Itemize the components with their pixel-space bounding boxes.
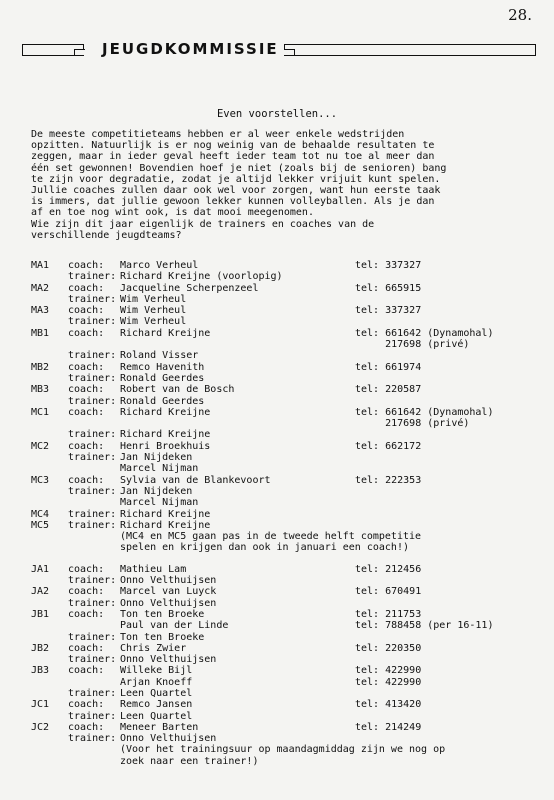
phone-number: tel: 222353 bbox=[355, 474, 422, 486]
role-label: coach: bbox=[68, 440, 105, 452]
team-row bbox=[31, 429, 551, 440]
team-row bbox=[31, 699, 551, 710]
team-code: JB2 bbox=[31, 642, 50, 654]
team-row bbox=[31, 609, 551, 620]
role-label: trainer: bbox=[68, 654, 117, 666]
phone-number: tel: 422990 bbox=[355, 665, 422, 677]
person-name: (MC4 en MC5 gaan pas in de tweede helft competitie bbox=[120, 531, 422, 543]
person-name: Jan Nijdeken bbox=[120, 452, 193, 464]
person-name: Leen Quartel bbox=[120, 687, 193, 699]
team-row bbox=[31, 486, 551, 497]
team-listing bbox=[31, 260, 551, 767]
team-code: MC3 bbox=[31, 474, 50, 486]
intro-line: Jullie coaches zullen daar ook wel voor zorgen, want hun eerste taak bbox=[31, 185, 441, 197]
person-name: Henri Broekhuis bbox=[120, 440, 211, 452]
team-code: JC2 bbox=[31, 721, 50, 733]
phone-number: tel: 661642 (Dynamohal) bbox=[355, 406, 494, 418]
team-code: MB3 bbox=[31, 384, 50, 396]
team-row bbox=[31, 575, 551, 586]
team-row bbox=[31, 598, 551, 609]
team-row bbox=[31, 305, 551, 316]
person-name: spelen en krijgen dan ook in januari een coach!) bbox=[120, 542, 409, 554]
person-name: Jan Nijdeken bbox=[120, 485, 193, 497]
page-number: 28. bbox=[508, 6, 532, 24]
person-name: Onno Velthuijsen bbox=[120, 597, 217, 609]
person-name: Ton ten Broeke bbox=[120, 608, 205, 620]
team-row bbox=[31, 271, 551, 282]
person-name: Robert van de Bosch bbox=[120, 384, 235, 396]
role-label: trainer: bbox=[68, 597, 117, 609]
role-label: trainer: bbox=[68, 519, 117, 531]
role-label: coach: bbox=[68, 665, 105, 677]
person-name: Arjan Knoeff bbox=[120, 676, 193, 688]
team-row bbox=[31, 339, 551, 350]
person-name: Onno Velthuijsen bbox=[120, 575, 217, 587]
role-label: coach: bbox=[68, 642, 105, 654]
team-row bbox=[31, 283, 551, 294]
header-rule-left bbox=[22, 44, 84, 56]
team-row bbox=[31, 756, 551, 767]
person-name: Ton ten Broeke bbox=[120, 631, 205, 643]
phone-number: 217698 (privé) bbox=[355, 418, 470, 430]
role-label: coach: bbox=[68, 361, 105, 373]
person-name: Richard Kreijne bbox=[120, 327, 211, 339]
team-code: JC1 bbox=[31, 699, 50, 711]
team-code: MC4 bbox=[31, 508, 50, 520]
person-name: Richard Kreijne bbox=[120, 429, 211, 441]
phone-number: tel: 220350 bbox=[355, 642, 422, 654]
person-name: Richard Kreijne bbox=[120, 508, 211, 520]
team-row bbox=[31, 260, 551, 271]
role-label: coach: bbox=[68, 406, 105, 418]
person-name: Meneer Barten bbox=[120, 721, 199, 733]
person-name: Marcel van Luyck bbox=[120, 586, 217, 598]
team-row bbox=[31, 520, 551, 531]
intro-line: één set gewonnen! Bovendien hoef je niet (zoals bij de senioren) bang bbox=[31, 162, 447, 174]
role-label: trainer: bbox=[68, 395, 117, 407]
person-name: Remco Havenith bbox=[120, 361, 205, 373]
team-row bbox=[31, 316, 551, 327]
person-name: zoek naar een trainer!) bbox=[120, 755, 259, 767]
role-label: trainer: bbox=[68, 293, 117, 305]
person-name: Wim Verheul bbox=[120, 305, 187, 317]
team-row bbox=[31, 362, 551, 373]
team-row bbox=[31, 711, 551, 722]
person-name: Leen Quartel bbox=[120, 710, 193, 722]
role-label: trainer: bbox=[68, 631, 117, 643]
person-name: Sylvia van de Blankevoort bbox=[120, 474, 271, 486]
intro-line: te zijn voor degradatie, zodat je altijd lekker vrijuit kunt spelen. bbox=[31, 173, 441, 185]
person-name: Marcel Nijman bbox=[120, 497, 199, 509]
team-code: MC5 bbox=[31, 519, 50, 531]
team-row bbox=[31, 654, 551, 665]
person-name: Ronald Geerdes bbox=[120, 372, 205, 384]
person-name: Paul van der Linde bbox=[120, 620, 229, 632]
role-label: trainer: bbox=[68, 710, 117, 722]
person-name: Marcel Nijman bbox=[120, 463, 199, 475]
team-row bbox=[31, 350, 551, 361]
team-row bbox=[31, 677, 551, 688]
role-label: trainer: bbox=[68, 687, 117, 699]
phone-number: tel: 670491 bbox=[355, 586, 422, 598]
team-row bbox=[31, 688, 551, 699]
role-label: coach: bbox=[68, 699, 105, 711]
team-code: MB1 bbox=[31, 327, 50, 339]
phone-number: tel: 661974 bbox=[355, 361, 422, 373]
section-title: JEUGDKOMMISSIE bbox=[102, 40, 279, 58]
role-label: trainer: bbox=[68, 485, 117, 497]
intro-line: af en toe nog wint ook, is dat mooi meegenomen. bbox=[31, 207, 314, 219]
role-label: trainer: bbox=[68, 452, 117, 464]
role-label: coach: bbox=[68, 586, 105, 598]
person-name: Marco Verheul bbox=[120, 260, 199, 271]
team-row bbox=[31, 497, 551, 508]
team-code: JB3 bbox=[31, 665, 50, 677]
team-row bbox=[31, 384, 551, 395]
team-row bbox=[31, 418, 551, 429]
team-row bbox=[31, 531, 551, 542]
intro-paragraph bbox=[31, 129, 541, 241]
team-code: MA1 bbox=[31, 260, 50, 271]
intro-line: is immers, dat jullie gewoon lekker kunnen volleyballen. Als je dan bbox=[31, 196, 435, 208]
team-row bbox=[31, 722, 551, 733]
person-name: Roland Visser bbox=[120, 350, 199, 362]
person-name: Mathieu Lam bbox=[120, 563, 187, 575]
team-row bbox=[31, 542, 551, 553]
role-label: coach: bbox=[68, 721, 105, 733]
team-row bbox=[31, 396, 551, 407]
phone-number: tel: 665915 bbox=[355, 282, 422, 294]
team-code: JB1 bbox=[31, 608, 50, 620]
team-row bbox=[31, 586, 551, 597]
person-name: Richard Kreijne bbox=[120, 406, 211, 418]
person-name: Richard Kreijne bbox=[120, 519, 211, 531]
role-label: coach: bbox=[68, 282, 105, 294]
role-label: coach: bbox=[68, 327, 105, 339]
intro-line: zeggen, maar in ieder geval heeft ieder team tot nu toe al meer dan bbox=[31, 151, 435, 163]
person-name: Wim Verheul bbox=[120, 293, 187, 305]
team-row bbox=[31, 643, 551, 654]
person-name: Chris Zwier bbox=[120, 642, 187, 654]
role-label: coach: bbox=[68, 305, 105, 317]
team-row bbox=[31, 407, 551, 418]
team-code: MA2 bbox=[31, 282, 50, 294]
role-label: trainer: bbox=[68, 575, 117, 587]
team-row bbox=[31, 452, 551, 463]
phone-number: tel: 337327 bbox=[355, 305, 422, 317]
person-name: (Voor het trainingsuur op maandagmiddag zijn we nog op bbox=[120, 744, 446, 756]
phone-number: tel: 662172 bbox=[355, 440, 422, 452]
person-name: Onno Velthuijsen bbox=[120, 654, 217, 666]
person-name: Ronald Geerdes bbox=[120, 395, 205, 407]
intro-line: opzitten. Natuurlijk is er nog weinig van de behaalde resultaten te bbox=[31, 140, 435, 152]
role-label: coach: bbox=[68, 474, 105, 486]
role-label: coach: bbox=[68, 260, 105, 271]
team-code: MB2 bbox=[31, 361, 50, 373]
phone-number: tel: 661642 (Dynamohal) bbox=[355, 327, 494, 339]
intro-line: De meeste competitieteams hebben er al weer enkele wedstrijden bbox=[31, 129, 405, 140]
team-row bbox=[31, 665, 551, 676]
team-row bbox=[31, 475, 551, 486]
team-row bbox=[31, 373, 551, 384]
team-code: MC1 bbox=[31, 406, 50, 418]
team-row bbox=[31, 733, 551, 744]
phone-number: tel: 211753 bbox=[355, 608, 422, 620]
team-code: MC2 bbox=[31, 440, 50, 452]
team-row bbox=[31, 441, 551, 452]
role-label: trainer: bbox=[68, 350, 117, 362]
team-row bbox=[31, 744, 551, 755]
team-row bbox=[31, 328, 551, 339]
phone-number: tel: 220587 bbox=[355, 384, 422, 396]
header-rule-right bbox=[284, 44, 536, 56]
phone-number: tel: 788458 (per 16-11) bbox=[355, 620, 494, 632]
role-label: coach: bbox=[68, 384, 105, 396]
team-row bbox=[31, 463, 551, 474]
phone-number: tel: 214249 bbox=[355, 721, 422, 733]
phone-number: tel: 413420 bbox=[355, 699, 422, 711]
article-subtitle: Even voorstellen... bbox=[216, 108, 338, 120]
role-label: coach: bbox=[68, 608, 105, 620]
person-name: Willeke Bijl bbox=[120, 665, 193, 677]
team-row bbox=[31, 620, 551, 631]
role-label: trainer: bbox=[68, 271, 117, 283]
team-row bbox=[31, 294, 551, 305]
phone-number: 217698 (privé) bbox=[355, 339, 470, 351]
phone-number: tel: 337327 bbox=[355, 260, 422, 271]
section-header bbox=[22, 42, 536, 60]
person-name: Onno Velthuijsen bbox=[120, 733, 217, 745]
role-label: trainer: bbox=[68, 733, 117, 745]
team-row bbox=[31, 509, 551, 520]
role-label: trainer: bbox=[68, 316, 117, 328]
intro-line: verschillende jeugdteams? bbox=[31, 229, 182, 241]
team-code: JA2 bbox=[31, 586, 50, 598]
team-code: JA1 bbox=[31, 563, 50, 575]
role-label: coach: bbox=[68, 563, 105, 575]
role-label: trainer: bbox=[68, 372, 117, 384]
person-name: Remco Jansen bbox=[120, 699, 193, 711]
phone-number: tel: 212456 bbox=[355, 563, 422, 575]
role-label: trainer: bbox=[68, 429, 117, 441]
person-name: Jacqueline Scherpenzeel bbox=[120, 282, 259, 294]
person-name: Richard Kreijne (voorlopig) bbox=[120, 271, 283, 283]
team-row bbox=[31, 632, 551, 643]
role-label: trainer: bbox=[68, 508, 117, 520]
team-code: MA3 bbox=[31, 305, 50, 317]
person-name: Wim Verheul bbox=[120, 316, 187, 328]
phone-number: tel: 422990 bbox=[355, 676, 422, 688]
intro-line: Wie zijn dit jaar eigenlijk de trainers en coaches van de bbox=[31, 218, 375, 230]
team-row bbox=[31, 564, 551, 575]
